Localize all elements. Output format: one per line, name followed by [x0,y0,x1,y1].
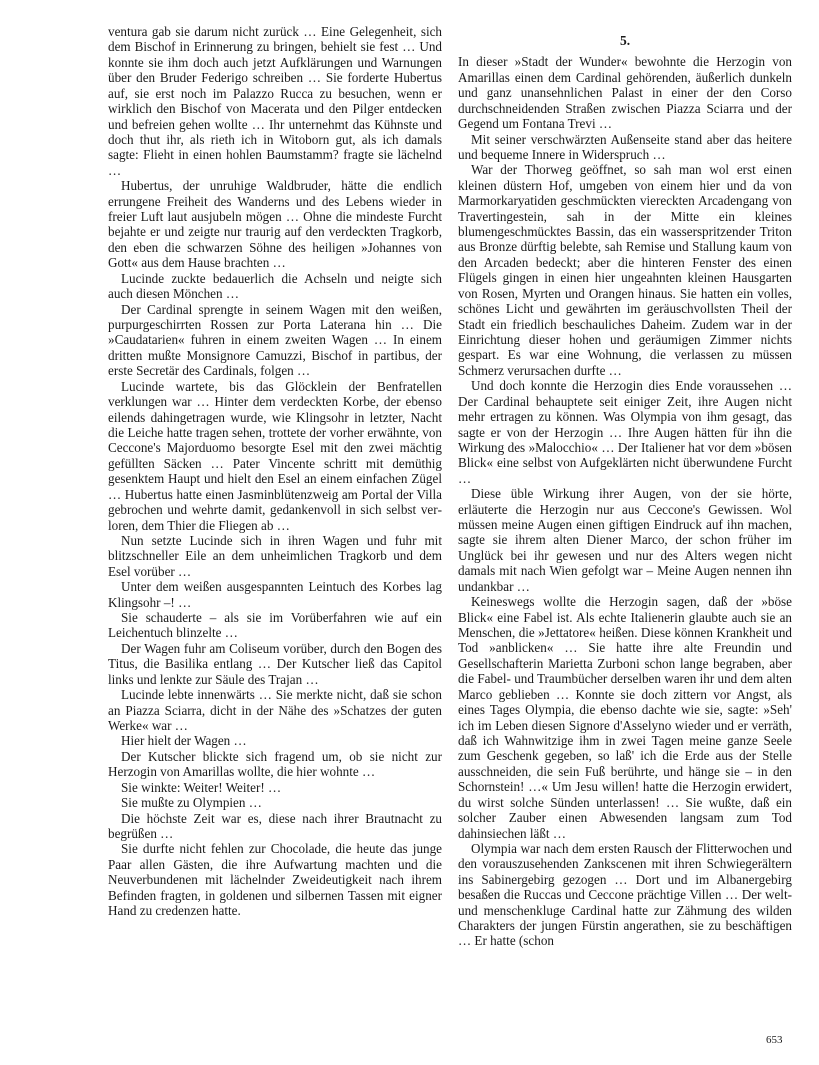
paragraph: Sie winkte: Weiter! Weiter! … [121,779,282,795]
paragraph: Lucinde lebte innenwärts … Sie merkte nicht, daß sie schon an Piazza Sciarra, dicht in der Nähe des »Schatzes der guten Werke« war … [108,687,442,733]
paragraph: Der Kutscher blickte sich fragend um, ob sie nicht zur Herzogin von Amarillas wollte, die hier wohnte … [108,748,442,780]
paragraph: Die höchste Zeit war es, diese nach ihrer Brautnacht zu begrüßen … [108,810,442,841]
paragraph: Mit seiner verschwärzten Außenseite stand aber das heitere und bequeme Innere in Widerspruch … [458,131,792,162]
paragraph: Unter dem weißen ausgespannten Leintuch des Korbes lag Klingsohr –! … [108,579,442,610]
paragraph: Sie mußte zu Olympien … [121,795,262,811]
paragraph: Keineswegs wollte die Herzogin sagen, daß der »böse Blick« eine Fabel ist. Als echte Italienerin glaubte auch sie an Menschen, die »Jettatore« heißen. Diese können Krankheit und Tod »anblicken« … Sie hatte ihre alte Freundin und Gesellschafterin Marietta Zurboni schon lange begraben, aber die Fabel- und Traumbücher derselben waren ihr und dem alten Marco geblieben … Konnte sie doch zittern vor Angst, als eines Tages Olympia, die ebenso dachte wie sie, sagte: »Seh' ich im Leben diesen Signore d'Asselyno wieder und er verräth, daß ich Wahnwitzige ihm in zwei Tagen meine ganze Seele zum Geschenk gegeben, so laß' ich die Erde aus der Stelle ausschneiden, die sein Fuß berührte, und hänge sie – in den Schornstein! …« Um Jesu willen! hatte die Herzogin erwidert, du wirst solche Sünden unterlassen! … Sie wußte, daß ein solcher Zauber einen Abwesenden langsam zum Tod dahinsiechen läßt … [458,594,792,841]
left-column [108,24,442,918]
paragraph: Und doch konnte die Herzogin dies Ende voraussehen … Der Cardinal behauptete seit einiger Zeit, ihre Augen nicht mehr ertragen zu können. Was Olympia von ihm gesagt, das sagte er von der Herzogin … Ihre Augen hätten für ihn die Wirkung des »Malocchio« … Der Italiener hat vor dem »bösen Blick« eine selbst von Aufgeklärten nicht überwundene Furcht … [458,378,792,486]
chapter-heading: 5. [619,33,631,48]
paragraph: In dieser »Stadt der Wunder« bewohnte die Herzogin von Amarillas einen dem Cardinal gehörenden, äußerlich dunkeln und ganz unansehnlichen Palast in einer der den Corso durchschneidenden Straßen zwischen Piazza Sciarra und der Gegend um Fontana Trevi … [458,54,792,132]
paragraph: Sie schauderte – als sie im Vorüberfahren wie auf ein Leichentuch blinzelte … [108,610,442,641]
paragraph: Hier hielt der Wagen … [121,733,247,749]
paragraph: Hubertus, der unruhige Waldbruder, hätte die endlich errungene Freiheit des Wanderns und des Lebens wieder in freier Luft laut ausjubeln mögen … Ohne die mindeste Furcht bejahte er und zeigte nur traurig auf den verdeckten Tragkorb, den eben die schwarzen Söhne des heiligen »Johannes von Gott« aus dem Hause brachten … [108,178,442,271]
paragraph: Olympia war nach dem ersten Rausch der Flitterwochen und den vorauszusehenden Zankscenen mit ihren Schwiegerältern ins Sabinergebirg gezogen … Dort und im Albanergebirg besaßen die Ruccas und Ceccone prächtige Villen … Der welt- und menschenkluge Cardinal hatte zur Zähmung des wilden Charakters der jungen Fürstin angerathen, sie zu beschäftigen … Er hatte (schon [458,840,792,949]
paragraph: War der Thorweg geöffnet, so sah man wol erst einen kleinen düstern Hof, umgeben von einem hier und da von Marmorkaryatiden geschmückten viereckten Arcadengang von Travertingestein, sah in der Mitte ein kleines blumengeschmücktes Bassin, das ein wasserspritzender Triton aus Bronze dürftig belebte, sah Remise und Stallung kaum von den Arcaden bedeckt; aber die hinteren Fenster des einen Flügels gingen in einen hier ungeahnten kleinen Hausgarten von Rosen, Myrten und Orangen hinaus. Sie hatten ein volles, schönes Licht und gewährten im geräuschvollsten Theil der Stadt ein friedlich beschauliches Daheim. Zudem war in der Einrichtung dieser hohen und geräumigen Zimmer nichts gespart. Es war eine Wohnung, die verlassen zu müssen Schmerz verursachen durfte … [458,162,792,378]
paragraph: Lucinde zuckte bedauerlich die Achseln und neigte sich auch diesen Mönchen … [108,270,442,302]
paragraph: Lucinde wartete, bis das Glöcklein der Benfratellen verklungen war … Hinter dem verdeckten Korbe, der ebenso eilends dahingetragen wurde, wie Klingsohr in letzter, Nacht die Leiche hatte tragen sehen, trottete der vorher erwähnte, von Ceccone's Majorduomo besorgte Esel mit den zwei mächtig gefüllten Säcken … Pater Vincente schritt mit demüthig gesenktem Haupt und hielt den Esel an einem einfachen Zügel … Hubertus hatte einen Jasminblütenzweig am Portal der Villa gebrochen und wehrte damit, gedankenvoll in sich selbst verloren, dem Thier die Fliegen ab … [108,378,442,533]
paragraph: ventura gab sie darum nicht zurück … Eine Gelegenheit, sich dem Bischof in Erinnerung zu bringen, behielt sie fest … Und konnte sie ihm doch auch jetzt Aufklärungen und Warnungen über den Bruder Federigo schreiben … Sie forderte Hubertus auf, sie erst noch im Palazzo Rucca zu besuchen, wenn er wirklich den Bischof von Macerata und den Pilger entdecken und befreien gehen wollte … Ihr unternehmt das Kühnste und doch thut ihr, als rieth ich in Witoborn gut, als ich damals sagte: Flieht in einen hohlen Baumstamm? fragte sie lächelnd … [108,24,442,178]
paragraph: Diese üble Wirkung ihrer Augen, von der sie hörte, erläuterte die Herzogin nur aus Ceccone's Gewissen. Wol müssen meine Augen einen giftigen Eindruck auf ihn machen, sagte sie ihrem alten Diener Marco, der schon früher im Unglück bei ihr gewesen und nur des Alters wegen nicht damals mit nach Wien gefolgt war – Meine Augen nennen ihn undankbar … [458,486,792,594]
page-number: 653 [766,1034,783,1046]
right-column [458,24,792,949]
paragraph: Nun setzte Lucinde sich in ihren Wagen und fuhr mit blitzschneller Eile an dem unheimlichen Tragkorb und dem Esel vorüber … [108,532,442,579]
paragraph: Der Cardinal sprengte in seinem Wagen mit den weißen, purpurgeschirrten Rossen zur Porta Laterana hin … Die »Caudatarien« fuhren in einem zweiten Wagen … In einem dritten mußte Monsignore Camuzzi, Bischof in partibus, der erste Secretär des Cardinals, folgen … [108,301,442,379]
paragraph: Der Wagen fuhr am Coliseum vorüber, durch den Bogen des Titus, die Basilika entlang … Der Kutscher ließ das Capitol links und lenkte zur Säule des Trajan … [108,640,442,687]
paragraph: Sie durfte nicht fehlen zur Chocolade, die heute das junge Paar allen Gästen, die ihre Aufwartung machten und die Neuverbundenen mit lächelnder Zweideutigkeit nach ihrem Befinden fragten, in goldenen und silbernen Tassen mit eigner Hand zu credenzen hatte. [108,841,442,919]
